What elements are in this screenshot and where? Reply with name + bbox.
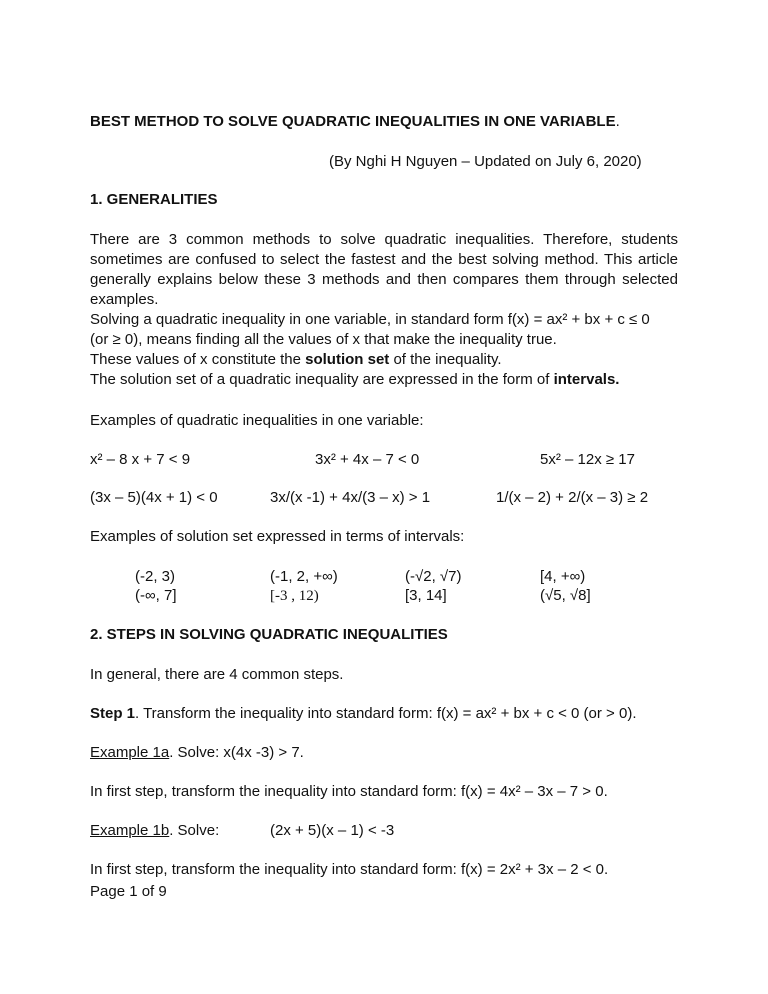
example1b-result: In first step, transform the inequality into standard form: f(x) = 2x² + 3x – 2 < 0.: [90, 861, 609, 878]
example1b-line: [90, 821, 219, 841]
example-inequality: 5x² – 12x ≥ 17: [540, 451, 635, 468]
example1b-expression: (2x + 5)(x – 1) < -3: [270, 822, 395, 839]
example1a-text: . Solve: x(4x -3) > 7.: [169, 744, 304, 761]
example-inequality: 3x/(x -1) + 4x/(3 – x) > 1: [270, 489, 431, 506]
example-inequality: 3x² + 4x – 7 < 0: [315, 451, 420, 468]
steps-general: In general, there are 4 common steps.: [90, 666, 344, 683]
interval-example: [-3 , 12): [270, 588, 319, 604]
interval-example: (-1, 2, +∞): [270, 568, 338, 585]
interval-example: (-2, 3): [135, 568, 176, 585]
intervals-heading: Examples of solution set expressed in terms of intervals:: [90, 528, 465, 545]
example-inequality: (3x – 5)(4x + 1) < 0: [90, 489, 218, 506]
example-inequality: x² – 8 x + 7 < 9: [90, 451, 191, 468]
solving-line-1: Solving a quadratic inequality in one variable, in standard form f(x) = ax² + bx + c ≤ 0: [90, 311, 650, 328]
interval-example: [4, +∞): [540, 568, 586, 585]
byline: (By Nghi H Nguyen – Updated on July 6, 2020): [329, 153, 642, 170]
interval-example: (-√2, √7): [405, 568, 462, 585]
solution-set-pre: These values of x constitute the: [90, 351, 306, 368]
solving-line-2: (or ≥ 0), means finding all the values of x that make the inequality true.: [90, 331, 557, 348]
section2-heading: 2. STEPS IN SOLVING QUADRATIC INEQUALITIES: [90, 626, 448, 643]
example1b-text: . Solve:: [169, 822, 220, 839]
solution-set-post: of the inequality.: [389, 351, 502, 368]
document-title: [90, 112, 620, 132]
example1a-label: Example 1a: [90, 744, 170, 761]
example-inequality: 1/(x – 2) + 2/(x – 3) ≥ 2: [496, 489, 649, 506]
step1-label: Step 1: [90, 705, 136, 722]
section1-heading: 1. GENERALITIES: [90, 191, 218, 208]
title-period: .: [615, 113, 620, 130]
solution-set-term: solution set: [305, 351, 390, 368]
step1-text: . Transform the inequality into standard form: f(x) = ax² + bx + c < 0 (or > 0).: [135, 705, 637, 722]
interval-example: (√5, √8]: [540, 587, 591, 604]
interval-example: (-∞, 7]: [135, 587, 177, 604]
examples-heading: Examples of quadratic inequalities in one variable:: [90, 412, 424, 429]
intro-paragraph: There are 3 common methods to solve quadratic inequalities. Therefore, students sometimes are confused to select the fastest and the best solving method. This article generally explains below these 3 methods and then compares them through selected examples.: [90, 231, 678, 308]
title-text: BEST METHOD TO SOLVE QUADRATIC INEQUALITIES IN ONE VARIABLE: [90, 113, 616, 130]
step1-line: [90, 704, 636, 724]
intervals-term: intervals.: [553, 371, 620, 388]
intervals-line: [90, 370, 619, 390]
example1a-result: In first step, transform the inequality into standard form: f(x) = 4x² – 3x – 7 > 0.: [90, 783, 608, 800]
solution-set-line: [90, 350, 502, 370]
intervals-pre: The solution set of a quadratic inequality are expressed in the form of: [90, 371, 554, 388]
example1a-line: [90, 743, 304, 763]
example1b-label: Example 1b: [90, 822, 170, 839]
page-number: Page 1 of 9: [90, 883, 167, 900]
interval-example: [3, 14]: [405, 587, 447, 604]
